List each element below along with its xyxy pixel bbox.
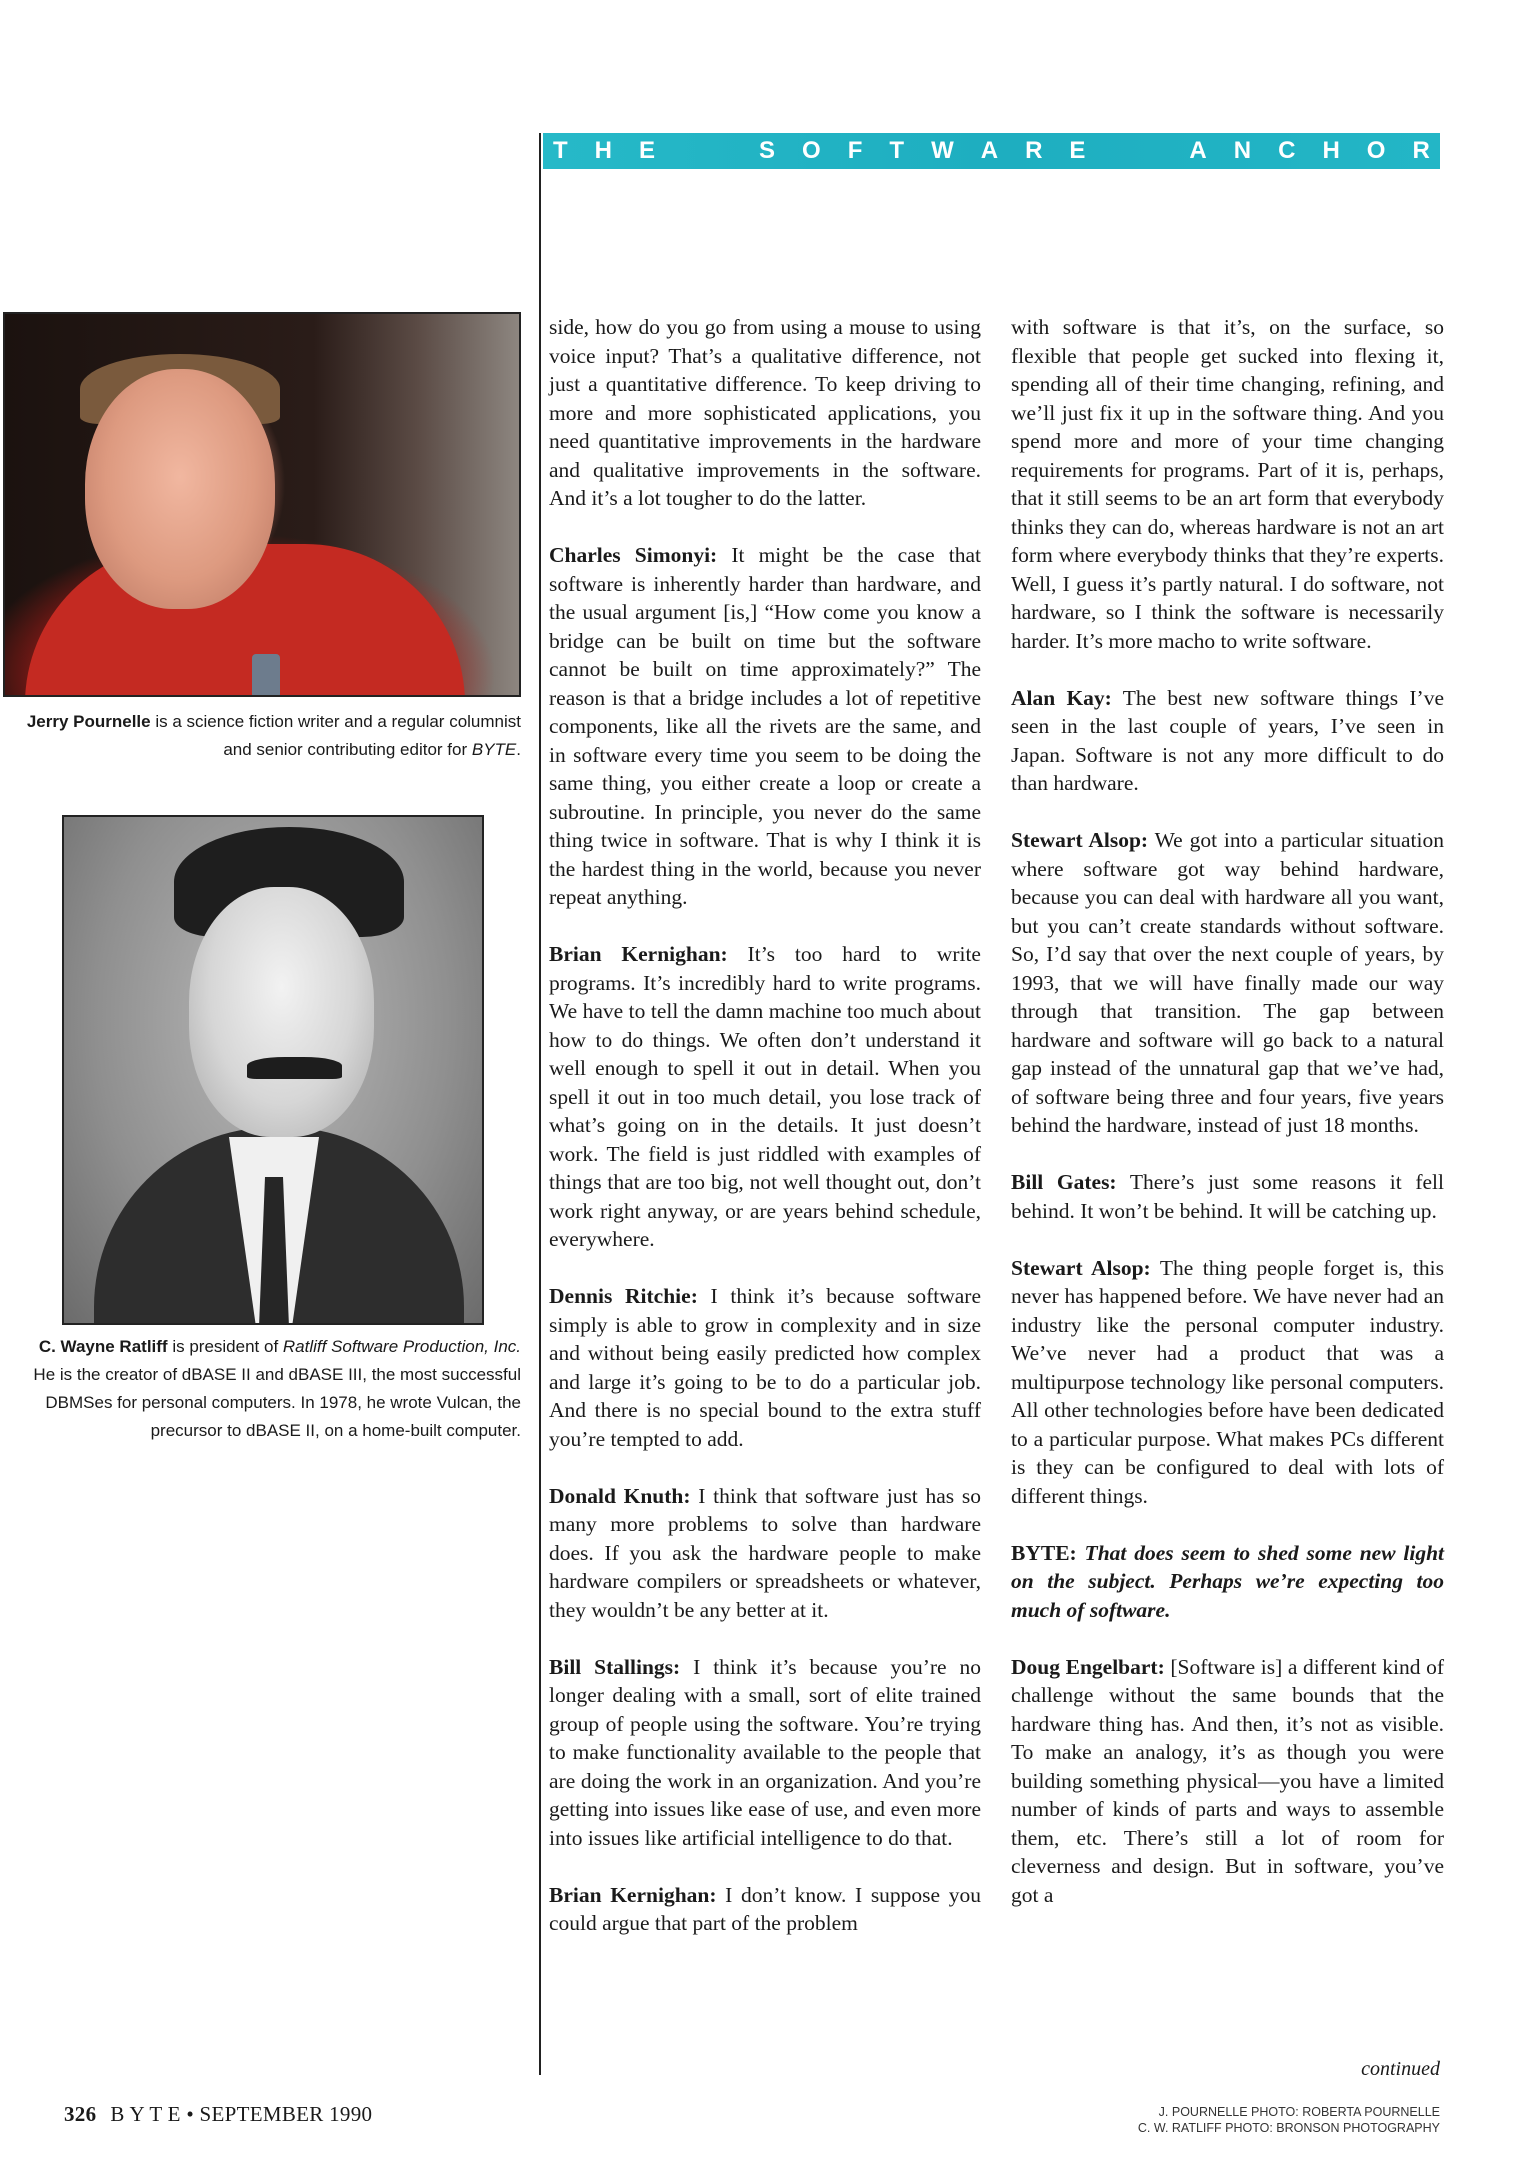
- speaker-name: Brian Kernighan:: [549, 942, 728, 966]
- photo-bolo-tie-shape: [252, 654, 280, 697]
- caption-name: Jerry Pournelle: [26, 712, 151, 731]
- paragraph-text: There’s just some reasons it fell behind. It won’t be behind. It will be catching up.: [1011, 1170, 1445, 1223]
- paragraph-text: The best new software things I’ve seen in the last couple of years, I’ve seen in Japan. Software is not any more difficult to do than hardware.: [1011, 685, 1445, 795]
- banner-letter: C: [1278, 137, 1296, 164]
- article-paragraph: [1011, 1168, 1444, 1225]
- page-number: 326: [64, 2102, 97, 2126]
- photo-face-shape: [85, 369, 275, 609]
- article-column-2: [1011, 313, 1444, 1909]
- ratliff-photo: [62, 815, 484, 1325]
- speaker-name: Bill Gates:: [1011, 1170, 1117, 1194]
- paragraph-text: I think it’s because you’re no longer dealing with a small, sort of elite trained group of people using the software. You’re trying to make functionality available to the people that are doing the work in an organization. And you’re getting into issues like ease of use, and even more into issues like artificial intelligence to do that.: [549, 1654, 981, 1850]
- ratliff-caption: [21, 1333, 521, 1445]
- article-paragraph: [549, 1482, 981, 1625]
- paragraph-text: It might be the case that software is inherently harder than hardware, and the usual argument [is,] “How come you know a bridge can be built on time but the software cannot be built on time approximately?” The reason is that a bridge includes a lot of repetitive components, like all the rivets are the same, and in software every time you seem to be doing the same thing, you either create a loop or create a subroutine. In principle, you never do the same thing twice in software. That is why I think it is the hardest thing in the world, because you never repeat anything.: [549, 543, 981, 909]
- banner-letter: W: [931, 137, 954, 164]
- speaker-name: Stewart Alsop:: [1011, 1255, 1151, 1280]
- paragraph-text: I don’t know. I suppose you could argue that part of the problem: [549, 1882, 981, 1935]
- banner-letter: H: [594, 137, 613, 164]
- article-paragraph: [549, 1282, 981, 1453]
- caption-name: C. Wayne Ratliff: [38, 1337, 168, 1356]
- banner-letter: H: [1322, 137, 1340, 164]
- photo-credit-line: J. POURNELLE PHOTO: ROBERTA POURNELLE: [1158, 2105, 1440, 2119]
- banner-letter: O: [802, 137, 821, 164]
- pournelle-photo: [3, 312, 521, 697]
- article-paragraph: [1011, 1653, 1444, 1910]
- article-paragraph: [549, 940, 981, 1254]
- banner-letter: R: [1025, 137, 1043, 164]
- banner-letter: E: [639, 137, 656, 164]
- speaker-name: BYTE:: [1011, 1540, 1077, 1565]
- caption-italic: Ratliff Software Production, Inc.: [282, 1337, 521, 1356]
- banner-letter: R: [1412, 137, 1430, 164]
- paragraph-text: It’s too hard to write programs. It’s incredibly hard to write programs. We have to tell the damn machine too much about how to do things. We often don’t understand it well enough to spell it out in detail. When you spell it out in too much detail, you lose track of what’s going on in the details. It just doesn’t work. The field is just riddled with examples of things that are too big, not well thought out, don’t work right anyway, or are years behind schedule, everywhere.: [549, 942, 981, 1251]
- banner-letter: A: [1189, 137, 1207, 164]
- banner-letter: A: [980, 137, 999, 164]
- article-paragraph: [1011, 826, 1444, 1140]
- paragraph-text: side, how do you go from using a mouse to using voice input? That’s a qualitative difference, not just a quantitative difference. To keep driving to more and more sophisticated applications, you need quantitative improvements in the hardware and qualitative improvements in the software. And it’s a lot tougher to do the latter.: [549, 315, 981, 510]
- article-paragraph: [1011, 684, 1444, 798]
- page-footer: [64, 2102, 372, 2127]
- caption-text: is president of: [167, 1337, 283, 1356]
- article-column-1: [549, 313, 981, 1938]
- caption-end: .: [516, 740, 521, 759]
- article-paragraph: [549, 1653, 981, 1853]
- photo-mustache-shape: [247, 1057, 342, 1079]
- photo-credit-line: C. W. RATLIFF PHOTO: BRONSON PHOTOGRAPHY: [1137, 2121, 1440, 2135]
- speaker-name: Charles Simonyi:: [549, 543, 718, 567]
- speaker-name: Alan Kay:: [1011, 685, 1112, 710]
- photo-credits: [1060, 2104, 1440, 2136]
- question-text: That does seem to shed some new light on the subject. Perhaps we’re expecting too much of software.: [1011, 1540, 1444, 1622]
- caption-text: He is the creator of dBASE II and dBASE III, the most successful DBMSes for personal computers. In 1978, he wrote Vulcan, the precursor to dBASE II, on a home-built computer.: [33, 1365, 521, 1440]
- paragraph-text: I think that software just has so many more problems to solve than hardware does. If you ask the hardware people to make hardware compilers or spreadsheets or whatever, they wouldn’t be any better at it.: [549, 1483, 981, 1622]
- byte-question-paragraph: [1011, 1539, 1444, 1625]
- article-paragraph: [549, 541, 981, 912]
- banner-letter: T: [553, 137, 568, 164]
- article-paragraph: [549, 1881, 981, 1938]
- publication-info: B Y T E • SEPTEMBER 1990: [110, 2102, 373, 2126]
- banner-letter: S: [759, 137, 776, 164]
- article-paragraph: [1011, 1254, 1444, 1511]
- paragraph-text: [Software is] a different kind of challenge without the same bounds that the hardware thing has. And then, it’s not as visible. To make an analogy, it’s as though you were building something physical—you have a limited number of kinds of parts and ways to assemble them, etc. There’s still a lot of room for cleverness and design. But in software, you’ve got a: [1011, 1654, 1444, 1907]
- continued-label: continued: [1361, 2058, 1440, 2080]
- banner-letter: T: [889, 137, 905, 164]
- section-banner: [543, 133, 1440, 169]
- paragraph-text: The thing people forget is, this never has happened before. We have never had an industry like the personal computer industry. We’ve never had a product that was a multipurpose technology like personal computers. All other technologies before have been dedicated to a particular purpose. What makes PCs different is they can be configured to deal with lots of different things.: [1011, 1255, 1444, 1508]
- banner-letter: F: [847, 137, 863, 164]
- banner-letter: O: [1366, 137, 1386, 164]
- caption-text: is a science fiction writer and a regular columnist and senior contributing editor for: [150, 712, 521, 759]
- speaker-name: Stewart Alsop:: [1011, 828, 1149, 852]
- paragraph-text: I think it’s because software simply is able to grow in complexity and in size and without being easily predicted how complex and large it’s going to be to do a particular job. And there is no special bound to the extra stuff you’re tempted to add.: [549, 1284, 981, 1451]
- speaker-name: Brian Kernighan:: [549, 1882, 717, 1907]
- speaker-name: Donald Knuth:: [549, 1483, 691, 1508]
- speaker-name: Doug Engelbart:: [1011, 1654, 1165, 1679]
- paragraph-text: with software is that it’s, on the surface, so flexible that people get sucked into flexing it, spending all of their time changing, refining, and we’ll just fix it up in the software thing. And you spend more and more of your time changing requirements for programs. Part of it is, perhaps, that it still seems to be an art form that everybody thinks they can do, whereas hardware is not an art form where everybody thinks that they’re experts. Well, I guess it’s partly natural. I do software, not hardware, so I think the software is necessarily harder. It’s more macho to write software.: [1011, 315, 1444, 653]
- banner-letter: N: [1233, 137, 1252, 164]
- photo-face-shape: [189, 887, 374, 1137]
- column-divider-rule: [539, 133, 541, 2075]
- pournelle-caption: [21, 708, 521, 764]
- speaker-name: Dennis Ritchie:: [549, 1284, 698, 1308]
- caption-italic: BYTE: [471, 740, 517, 759]
- article-paragraph: [1011, 313, 1444, 655]
- article-paragraph: [549, 313, 981, 513]
- paragraph-text: We got into a particular situation where software got way behind hardware, because you can deal with hardware all you want, but you can’t create standards without software. So, I’d say that over the next couple of years, by 1993, that we will have finally made our way through that transition. The gap between hardware and software will go back to a natural gap instead of the unnatural gap that we’ve had, of software being three and four years, five years behind the hardware, instead of just 18 months.: [1011, 828, 1445, 1137]
- banner-letter: E: [1069, 137, 1086, 164]
- speaker-name: Bill Stallings:: [549, 1654, 681, 1679]
